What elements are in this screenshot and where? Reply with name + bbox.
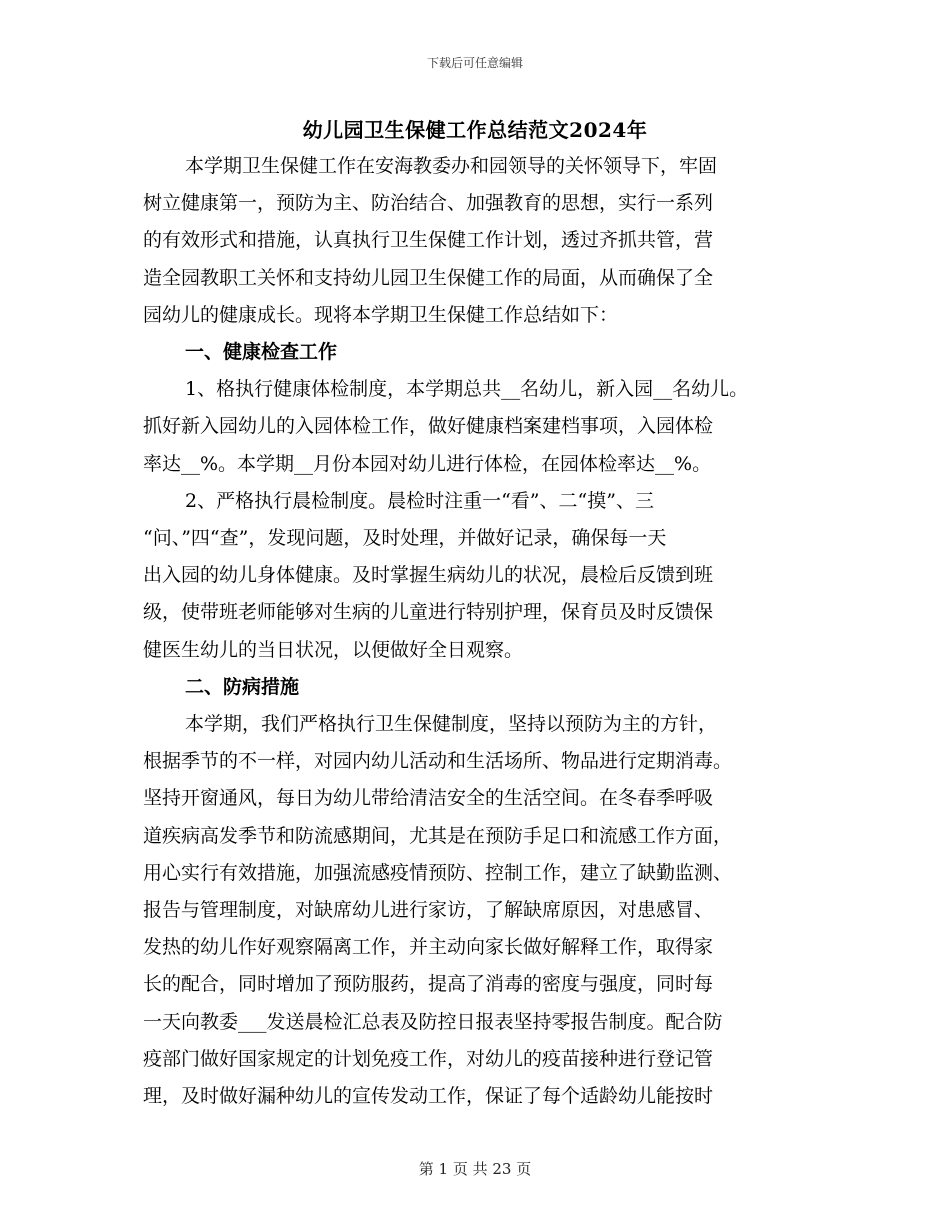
- text-line: 1、格执行健康体检制度，本学期总共__名幼儿，新入园__名幼儿。: [185, 378, 749, 401]
- text-line: 出入园的幼儿身体健康。及时掌握生病幼儿的状况，晨检后反馈到班: [143, 564, 714, 587]
- text-line: 本学期卫生保健工作在安海教委办和园领导的关怀领导下，牢固: [185, 155, 718, 177]
- page-number-footer: 第 1 页 共 23 页: [418, 1160, 532, 1178]
- text-line: 道疾病高发季节和防流感期间，尤其是在预防手足口和流感工作方面，: [143, 824, 733, 847]
- text-line: 坚持开窗通风，每日为幼儿带给清洁安全的生活空间。在冬春季呼吸: [143, 787, 714, 810]
- intro-paragraph: [143, 148, 823, 334]
- text-line: 造全园教职工关怀和支持幼儿园卫生保健工作的局面，从而确保了全: [143, 266, 714, 289]
- section-heading-health-check: 一、健康检查工作: [185, 341, 338, 364]
- section-heading-disease-prevention: 二、防病措施: [185, 675, 300, 698]
- text-line: 用心实行有效措施，加强流感疫情预防、控制工作，建立了缺勤监测、: [143, 861, 733, 884]
- health-check-paragraph-2: [143, 483, 823, 669]
- text-line: 发热的幼儿作好观察隔离工作，并主动向家长做好解释工作，取得家: [143, 936, 714, 959]
- text-line: 本学期，我们严格执行卫生保健制度，坚持以预防为主的方针，: [185, 713, 718, 736]
- text-line: 理，及时做好漏种幼儿的宣传发动工作，保证了每个适龄幼儿能按时: [143, 1085, 714, 1108]
- text-line: 健医生幼儿的当日状况，以便做好全日观察。: [143, 638, 524, 661]
- header-note: 下载后可任意编辑: [426, 56, 523, 70]
- text-line: “问、”四“查”，发现问题，及时处理，并做好记录，确保每一天: [143, 527, 667, 550]
- text-line: 根据季节的不一样，对园内幼儿活动和生活场所、物品进行定期消毒。: [143, 750, 733, 773]
- document-title: 幼儿园卫生保健工作总结范文2024年: [302, 118, 648, 142]
- health-check-paragraph-1: [143, 371, 823, 483]
- text-line: 树立健康第一，预防为主、防治结合、加强教育的思想，实行一系列: [143, 192, 714, 215]
- text-line: 一天向教委___发送晨检汇总表及防控日报表坚持零报告制度。配合防: [143, 1010, 723, 1033]
- text-line: 长的配合，同时增加了预防服药，提高了消毒的密度与强度，同时每: [143, 973, 714, 996]
- document-body: [143, 148, 823, 1115]
- text-line: 级，使带班老师能够对生病的儿童进行特别护理，保育员及时反馈保: [143, 601, 714, 624]
- text-line: 抓好新入园幼儿的入园体检工作，做好健康档案建档事项，入园体检: [143, 415, 714, 438]
- text-line: 园幼儿的健康成长。现将本学期卫生保健工作总结如下：: [143, 303, 619, 326]
- disease-prevention-paragraph: [143, 706, 823, 1115]
- text-line: 的有效形式和措施，认真执行卫生保健工作计划，透过齐抓共管，营: [143, 229, 714, 252]
- text-line: 疫部门做好国家规定的计划免疫工作，对幼儿的疫苗接种进行登记管: [143, 1047, 714, 1070]
- text-line: 率达__%。本学期__月份本园对幼儿进行体检，在园体检率达__%。: [143, 452, 712, 475]
- text-line: 2、严格执行晨检制度。晨检时注重一“看”、二“摸”、三: [185, 489, 654, 512]
- text-line: 报告与管理制度，对缺席幼儿进行家访，了解缺席原因，对患感冒、: [143, 899, 714, 922]
